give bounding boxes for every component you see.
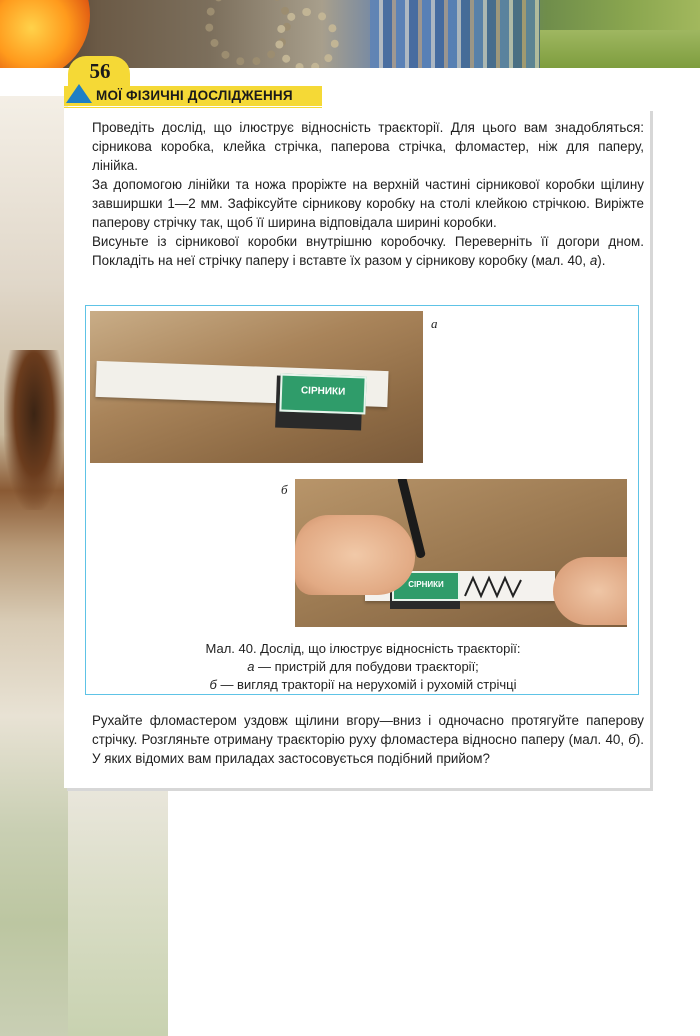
page-number: 56: [89, 59, 111, 83]
trajectory-zigzag: [463, 574, 533, 600]
paragraph-text: ).: [597, 253, 606, 268]
matchbox-label: СІРНИКИ: [392, 571, 460, 601]
photo-device-setup: [90, 311, 423, 463]
caption-line: Мал. 40. Дослід, що ілюструє відносність траєкторії:: [205, 641, 521, 656]
gear-image: [275, 8, 339, 68]
paragraph: Проведіть дослід, що ілюструє відносність траєкторії. Для цього вам знадобляться: сірникова коробка, клейка стрічка, паперова стрічка, фломастер, ніж для паперу, лінійка.: [92, 120, 644, 173]
right-hand: [553, 557, 627, 625]
side-decoration-lower: [68, 790, 168, 1036]
figure-label-b: б: [281, 482, 288, 497]
paragraph: [92, 232, 644, 270]
paragraph: [92, 711, 644, 768]
cyclists-image: [370, 0, 540, 68]
figure-reference: а: [589, 253, 598, 268]
photo-drawing-trajectory: [295, 479, 627, 627]
caption-letter: б: [209, 677, 217, 692]
section-title: МОЇ ФІЗИЧНІ ДОСЛІДЖЕННЯ: [96, 88, 293, 103]
figure-label-a: а: [431, 316, 438, 331]
caption-line: [90, 676, 636, 694]
paragraph-text: Висуньте із сірникової коробки внутрішню коробочку. Переверніть її догори дном. Покладіть на неї стрічку паперу і вставте їх разом у сірникову коробку (мал. 40,: [92, 234, 644, 268]
intro-text: [92, 118, 644, 270]
caption-text: — пристрій для побудови траєкторії;: [254, 659, 479, 674]
paragraph: За допомогою лінійки та ножа проріжте на верхній частині сірникової коробки щілину завширшки 1—2 мм. Зафіксуйте сірникову коробку на столі клейкою стрічкою. Виріжте паперову стрічку так, щоб її ширина відповідала ширині коробки.: [92, 177, 644, 230]
caption-text: — вигляд тракторії на нерухомій і рухомій стрічці: [216, 677, 517, 692]
paragraph-text: ). У яких відомих вам приладах застосовується подібний прийом?: [92, 732, 644, 766]
side-decoration: [0, 96, 68, 1036]
figure-caption: [90, 640, 636, 694]
caption-letter: а: [247, 659, 255, 674]
paragraph-text: Рухайте фломастером уздовж щілини вгору—вниз і одночасно протягуйте паперову стрічку. Розгляньте отриману траєкторію руху фломастера відносно паперу (мал. 40,: [92, 713, 644, 747]
outro-text: [92, 711, 644, 768]
triangle-icon: [66, 84, 92, 103]
figure-reference: б: [628, 732, 636, 747]
matchbox-label: СІРНИКИ: [279, 374, 366, 415]
left-hand: [295, 515, 415, 595]
caption-line: [90, 658, 636, 676]
horse-image: [4, 350, 64, 510]
runners-image: [540, 30, 700, 68]
